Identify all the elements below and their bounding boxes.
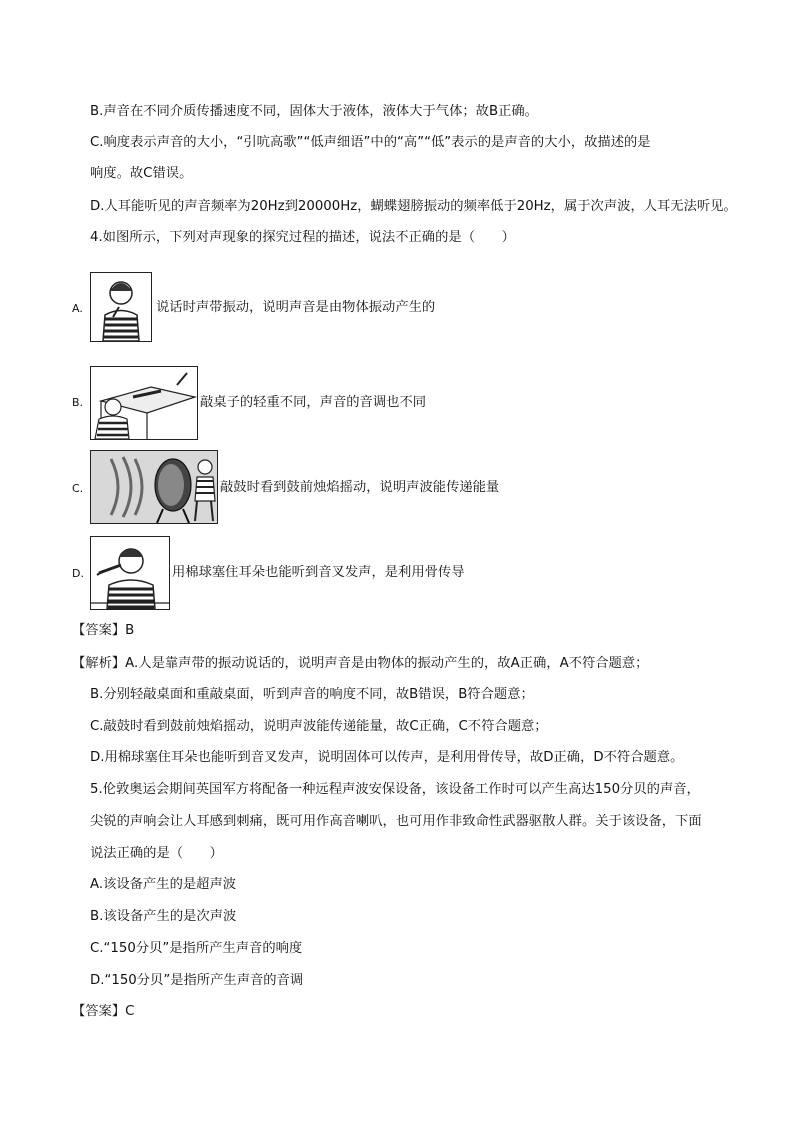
- q4-option-a-letter: A.: [72, 302, 83, 315]
- q4-option-a-text: 说话时声带振动，说明声音是由物体振动产生的: [156, 300, 436, 315]
- q5-stem-line3: 说法正确的是（ ）: [90, 846, 223, 861]
- q5-stem-line1: 5.伦敦奥运会期间英国军方将配备一种远程声波安保设备，该设备工作时可以产生高达150分贝的声音，: [90, 782, 700, 797]
- q4-answer: 【答案】B: [72, 623, 135, 638]
- q4-option-d-text: 用棉球塞住耳朵也能听到音叉发声，是利用骨传导: [172, 565, 465, 580]
- q5-stem-line2: 尖锐的声响会让人耳感到刺痛，既可用作高音喇叭，也可用作非致命性武器驱散人群。关于该设备，下面: [90, 814, 702, 829]
- q5-option-a: A.该设备产生的是超声波: [90, 877, 237, 892]
- q5-option-d: D.“150分贝”是指所产生声音的音调: [90, 973, 304, 988]
- q4-option-c-text: 敲鼓时看到鼓前烛焰摇动，说明声波能传递能量: [220, 480, 500, 495]
- q3-explanation-c-line1: C.响度表示声音的大小，“引吭高歌”“低声细语”中的“高”“低”表示的是声音的大小，故描述的是: [90, 135, 651, 150]
- q5-option-c: C.“150分贝”是指所产生声音的响度: [90, 941, 303, 956]
- q4-explanation-d: D.用棉球塞住耳朵也能听到音叉发声，说明固体可以传声，是利用骨传导，故D正确，D不符合题意。: [90, 750, 684, 765]
- q4-option-b-image: [90, 366, 198, 440]
- q4-explanation-c: C.敲鼓时看到鼓前烛焰摇动，说明声波能传递能量，故C正确，C不符合题意；: [90, 719, 548, 734]
- q5-option-b: B.该设备产生的是次声波: [90, 909, 237, 924]
- q4-option-b-text: 敲桌子的轻重不同，声音的音调也不同: [200, 395, 427, 410]
- q3-explanation-c-line2: 响度。故C错误。: [90, 166, 193, 181]
- q4-option-c-letter: C.: [72, 482, 84, 495]
- q4-option-b-letter: B.: [72, 396, 84, 409]
- q4-explanation-a: 【解析】A.人是靠声带的振动说话的，说明声音是由物体的振动产生的，故A正确，A不符合题意；: [72, 656, 649, 671]
- q4-stem: 4.如图所示，下列对声现象的探究过程的描述，说法不正确的是（ ）: [90, 230, 515, 245]
- q4-option-d-image: [90, 536, 170, 610]
- q3-explanation-b: B.声音在不同介质传播速度不同，固体大于液体，液体大于气体；故B正确。: [90, 104, 538, 119]
- q5-answer: 【答案】C: [72, 1004, 135, 1019]
- q4-explanation-b: B.分别轻敲桌面和重敲桌面，听到声音的响度不同，故B错误，B符合题意；: [90, 687, 534, 702]
- q4-option-c-image: [90, 450, 218, 524]
- q4-option-a-image: [90, 272, 152, 342]
- q4-option-d-letter: D.: [72, 567, 84, 580]
- q3-explanation-d: D.人耳能听见的声音频率为20Hz到20000Hz，蝴蝶翅膀振动的频率低于20Hz，属于次声波，人耳无法听见。: [90, 199, 737, 214]
